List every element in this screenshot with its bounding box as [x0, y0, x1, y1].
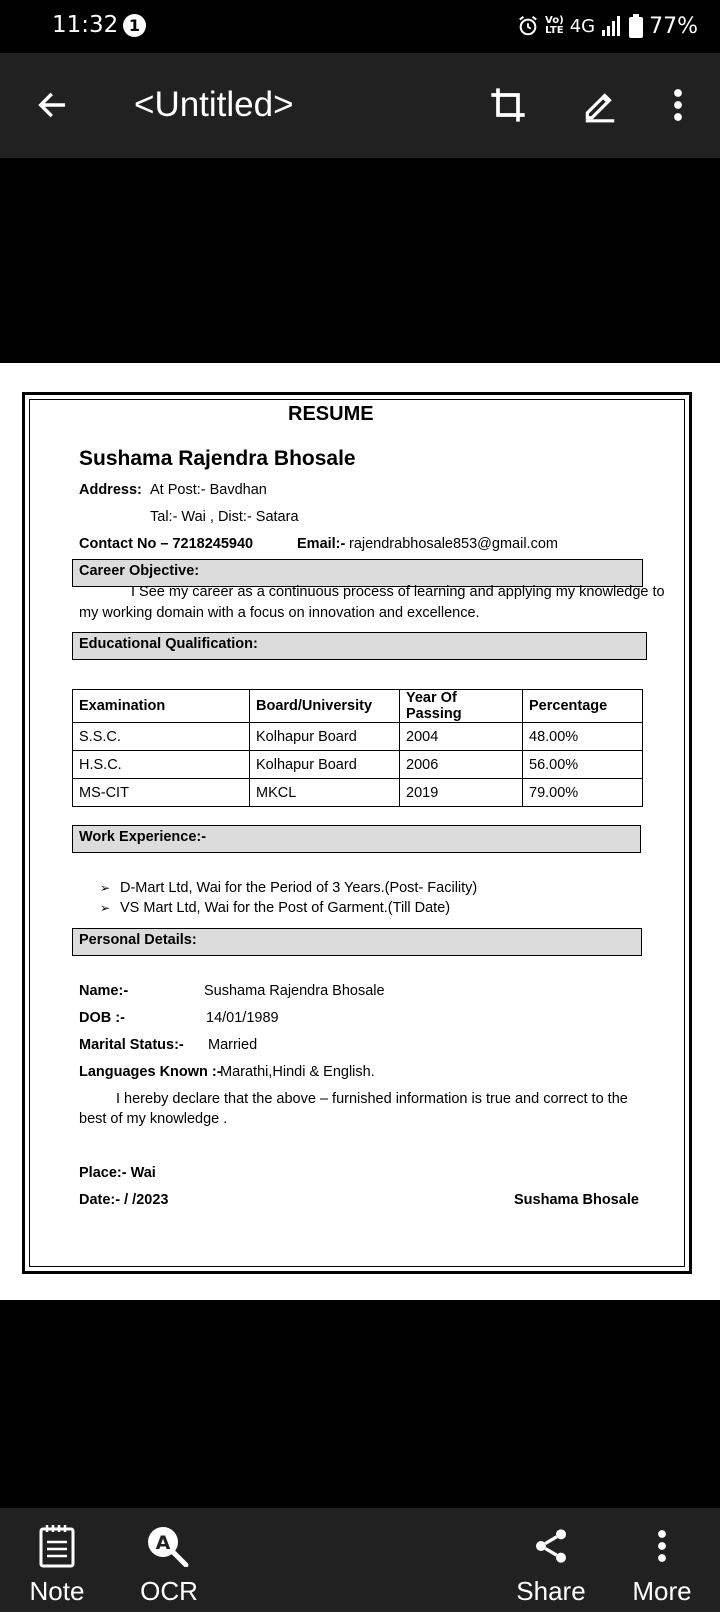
battery-percentage: 77% — [649, 13, 698, 39]
status-time: 11:32 — [52, 12, 119, 38]
personal-name-label: Name:- — [79, 983, 129, 999]
table-cell: Kolhapur Board — [250, 751, 400, 779]
back-button[interactable] — [24, 77, 80, 133]
email-label: Email:- — [297, 536, 346, 552]
more-vert-icon — [656, 1528, 668, 1564]
table-cell: 48.00% — [523, 723, 643, 751]
app-bar — [0, 53, 720, 158]
address-line2: Tal:- Wai , Dist:- Satara — [150, 509, 299, 525]
notification-count-badge: 1 — [123, 14, 146, 37]
note-icon — [39, 1524, 75, 1568]
battery-icon — [629, 14, 643, 38]
list-item: ➢ D-Mart Ltd, Wai for the Period of 3 Years.(Post- Facility) — [100, 880, 478, 896]
arrow-bullet-icon: ➢ — [100, 881, 111, 895]
address-line1: At Post:- Bavdhan — [150, 482, 267, 498]
network-type: 4G — [569, 15, 596, 37]
list-item: ➢ VS Mart Ltd, Wai for the Post of Garment.(Till Date) — [100, 900, 451, 916]
table-cell: 2006 — [400, 751, 523, 779]
volte-indicator: Vo) LTE — [545, 15, 564, 36]
table-cell: Kolhapur Board — [250, 723, 400, 751]
status-icons — [517, 12, 698, 40]
back-arrow-icon — [35, 88, 69, 122]
table-cell: 56.00% — [523, 751, 643, 779]
column-header-examination: Examination — [73, 690, 250, 723]
more-label: More — [632, 1576, 692, 1606]
column-header-year: Year Of Passing — [400, 690, 523, 723]
table-cell: 2004 — [400, 723, 523, 751]
signature-name: Sushama Bhosale — [514, 1192, 639, 1208]
ocr-button[interactable] — [134, 1508, 204, 1612]
personal-details-heading: Personal Details: — [72, 928, 642, 956]
table-cell: MS-CIT — [73, 779, 250, 807]
document-viewer[interactable] — [0, 158, 720, 1508]
table-cell: 79.00% — [523, 779, 643, 807]
contact-number: Contact No – 7218245940 — [79, 536, 254, 552]
languages-label: Languages Known :- — [79, 1064, 222, 1080]
marital-status-value: Married — [208, 1037, 258, 1053]
crop-icon — [488, 85, 528, 125]
more-button[interactable] — [627, 1508, 697, 1612]
career-objective-line1: I See my career as a continuous process of learning and applying my knowledge to — [131, 584, 665, 600]
share-label: Share — [516, 1576, 586, 1606]
table-cell: H.S.C. — [73, 751, 250, 779]
career-objective-line2: my working domain with a focus on innovation and excellence. — [79, 605, 480, 621]
email-value: rajendrabhosale853@gmail.com — [349, 536, 558, 552]
share-icon — [531, 1526, 571, 1566]
note-button[interactable] — [22, 1508, 92, 1612]
dob-label: DOB :- — [79, 1010, 125, 1026]
signal-icon — [601, 15, 623, 37]
work-experience-heading: Work Experience:- — [72, 825, 641, 853]
more-vert-icon — [666, 87, 690, 123]
dob-value: 14/01/1989 — [206, 1010, 279, 1026]
declaration-line1: I hereby declare that the above – furnished information is true and correct to the — [116, 1091, 628, 1107]
bottom-toolbar — [0, 1508, 720, 1612]
ocr-label: OCR — [140, 1576, 198, 1606]
resume-title: RESUME — [288, 403, 374, 425]
crop-button[interactable] — [480, 77, 536, 133]
candidate-name: Sushama Rajendra Bhosale — [79, 447, 356, 470]
declaration-line2: best of my knowledge . — [79, 1111, 228, 1127]
more-options-button[interactable] — [650, 77, 706, 133]
edit-pen-icon — [581, 86, 619, 124]
marital-status-label: Marital Status:- — [79, 1037, 184, 1053]
place: Place:- Wai — [79, 1165, 156, 1181]
ocr-search-icon — [146, 1525, 192, 1567]
table-cell: MKCL — [250, 779, 400, 807]
career-objective-heading: Career Objective: — [72, 559, 643, 587]
education-heading: Educational Qualification: — [72, 632, 647, 660]
edit-button[interactable] — [572, 77, 628, 133]
share-button[interactable] — [511, 1508, 591, 1612]
alarm-icon — [517, 15, 539, 37]
column-header-percentage: Percentage — [523, 690, 643, 723]
status-bar — [0, 0, 720, 53]
svg-text:A: A — [155, 1532, 171, 1554]
languages-value: Marathi,Hindi & English. — [220, 1064, 375, 1080]
table-cell: 2019 — [400, 779, 523, 807]
address-label: Address: — [79, 482, 142, 498]
document-title: <Untitled> — [134, 85, 294, 124]
date: Date:- / /2023 — [79, 1192, 169, 1208]
table-cell: S.S.C. — [73, 723, 250, 751]
personal-name-value: Sushama Rajendra Bhosale — [204, 983, 385, 999]
column-header-board: Board/University — [250, 690, 400, 723]
note-label: Note — [29, 1576, 85, 1606]
arrow-bullet-icon: ➢ — [100, 901, 111, 915]
